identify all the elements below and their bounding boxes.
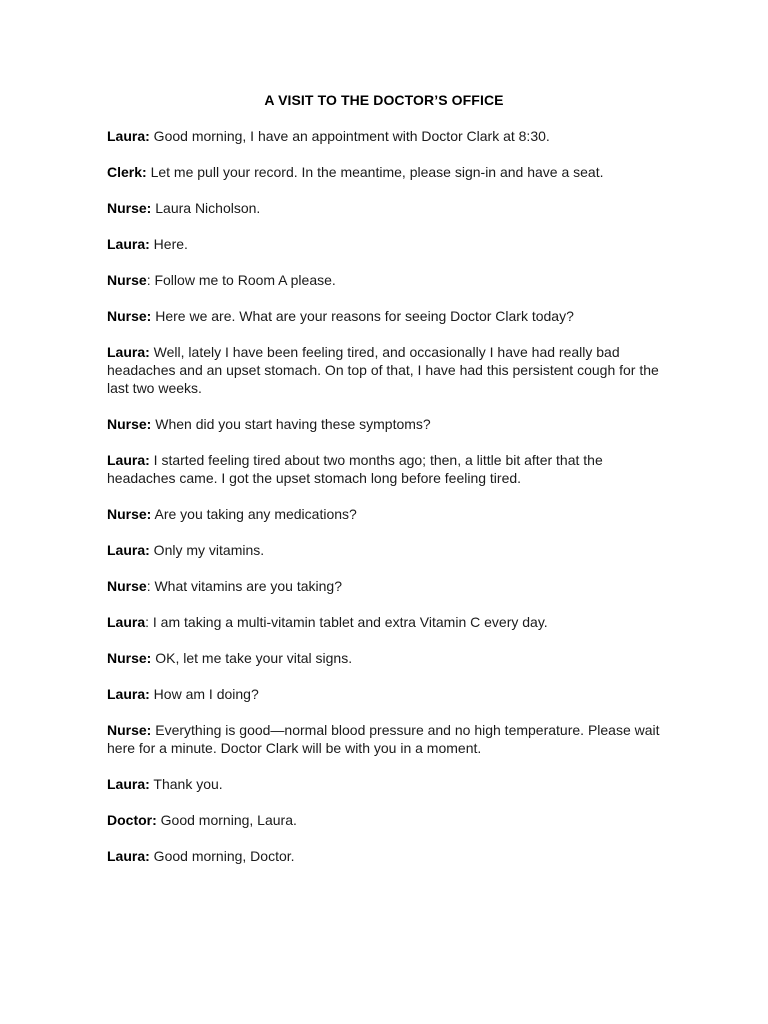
utterance-text: Let me pull your record. In the meantime, please sign-in and have a seat. <box>146 164 604 180</box>
dialogue-line <box>107 811 667 829</box>
utterance-text: OK, let me take your vital signs. <box>151 650 353 666</box>
dialogue-list <box>107 127 667 883</box>
dialogue-line <box>107 577 667 595</box>
dialogue-line <box>107 451 667 487</box>
speaker-name: Laura: <box>107 344 150 360</box>
dialogue-line <box>107 775 667 793</box>
speaker-name: Nurse: <box>107 200 152 216</box>
utterance-text: Here we are. What are your reasons for seeing Doctor Clark today? <box>151 308 574 324</box>
speaker-name: Nurse: <box>107 650 152 666</box>
utterance-text: I started feeling tired about two months ago; then, a little bit after that the headaches came. I got the upset stomach long before feeling tired. <box>107 452 603 486</box>
utterance-text: I am taking a multi-vitamin tablet and extra Vitamin C every day. <box>149 614 548 630</box>
utterance-text: Follow me to Room A please. <box>150 272 336 288</box>
speaker-name: Laura: <box>107 776 150 792</box>
utterance-text: Only my vitamins. <box>149 542 265 558</box>
utterance-text: Are you taking any medications? <box>151 506 357 522</box>
dialogue-line <box>107 685 667 703</box>
dialogue-line <box>107 307 667 325</box>
speaker-name: Laura: <box>107 452 150 468</box>
dialogue-line <box>107 271 667 289</box>
dialogue-line <box>107 199 667 217</box>
speaker-name: Nurse <box>107 272 147 288</box>
utterance-text: Laura Nicholson. <box>151 200 261 216</box>
speaker-name: Laura <box>107 614 146 630</box>
speaker-name: Nurse: <box>107 416 152 432</box>
speaker-name: Nurse: <box>107 506 152 522</box>
page-title: A VISIT TO THE DOCTOR’S OFFICE <box>264 92 504 108</box>
dialogue-line <box>107 649 667 667</box>
dialogue-line <box>107 415 667 433</box>
utterance-text: When did you start having these symptoms? <box>151 416 431 432</box>
speaker-colon: : <box>145 614 150 630</box>
speaker-name: Nurse <box>107 578 147 594</box>
speaker-name: Laura: <box>107 128 150 144</box>
speaker-name: Laura: <box>107 848 150 864</box>
dialogue-line <box>107 127 667 145</box>
dialogue-line <box>107 613 667 631</box>
dialogue-line <box>107 721 667 757</box>
dialogue-line <box>107 847 667 865</box>
utterance-text: What vitamins are you taking? <box>150 578 342 594</box>
dialogue-line <box>107 235 667 253</box>
dialogue-line <box>107 343 667 397</box>
utterance-text: Good morning, Doctor. <box>149 848 295 864</box>
speaker-colon: : <box>146 272 151 288</box>
speaker-name: Laura: <box>107 686 150 702</box>
speaker-name: Nurse: <box>107 308 152 324</box>
dialogue-line <box>107 505 667 523</box>
utterance-text: Everything is good—normal blood pressure and no high temperature. Please wait here for a minute. Doctor Clark will be with you in a moment. <box>107 722 660 756</box>
speaker-name: Clerk: <box>107 164 147 180</box>
speaker-name: Nurse: <box>107 722 152 738</box>
dialogue-line <box>107 541 667 559</box>
speaker-name: Laura: <box>107 236 150 252</box>
speaker-name: Laura: <box>107 542 150 558</box>
utterance-text: Good morning, I have an appointment with Doctor Clark at 8:30. <box>149 128 550 144</box>
utterance-text: Thank you. <box>149 776 223 792</box>
dialogue-line <box>107 163 667 181</box>
utterance-text: How am I doing? <box>149 686 259 702</box>
utterance-text: Here. <box>149 236 188 252</box>
utterance-text: Good morning, Laura. <box>156 812 297 828</box>
utterance-text: Well, lately I have been feeling tired, and occasionally I have had really bad headaches and an upset stomach. On top of that, I have had this persistent cough for the last two weeks. <box>107 344 659 396</box>
speaker-name: Doctor: <box>107 812 157 828</box>
speaker-colon: : <box>146 578 151 594</box>
